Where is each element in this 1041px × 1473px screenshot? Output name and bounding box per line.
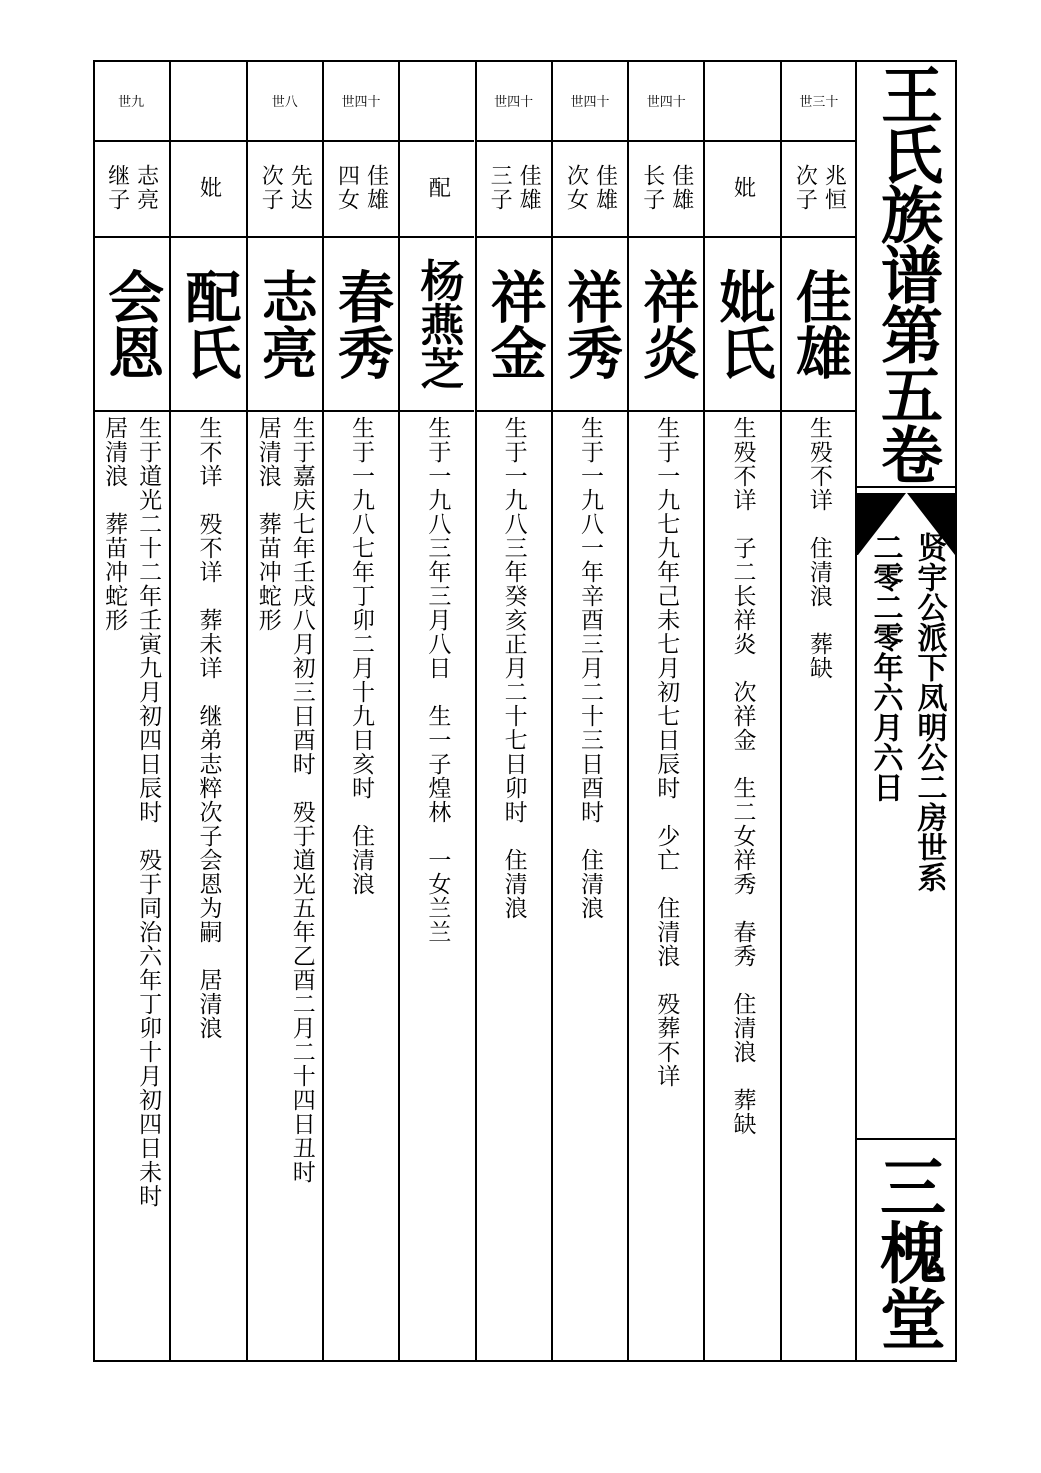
relation-text: 佳雄 — [668, 164, 694, 212]
book-title-text: 王氏族谱第五卷 — [870, 62, 944, 483]
relation-text: 三子 — [487, 164, 513, 212]
generation-cell: 世四十 — [477, 60, 551, 142]
generation-cell: 世九 — [93, 60, 169, 142]
relation-text: 四女 — [334, 164, 360, 212]
generation-cell: 世八 — [248, 60, 322, 142]
generation-cell: 世四十 — [324, 60, 398, 142]
relation-cell — [553, 140, 627, 238]
relation-cell — [477, 140, 551, 238]
biography-text: 生于一九八七年丁卯二月十九日亥时 住清浪 — [348, 416, 375, 896]
generation-cell — [171, 60, 245, 142]
relation-text: 次子 — [792, 164, 818, 212]
person-name: 佳雄 — [786, 268, 852, 380]
name-cell — [477, 238, 551, 412]
relation-text: 佳雄 — [516, 164, 542, 212]
biography-text: 生于道光二十二年壬寅九月初四日辰时 殁于同治六年丁卯十月初四日未时 — [135, 416, 162, 1208]
hall-divider — [856, 1138, 957, 1140]
biography-cell — [248, 416, 322, 1362]
person-column — [169, 60, 245, 1362]
biography-text: 居清浪 葬苗冲蛇形 — [254, 416, 281, 632]
date-text: 二零二零年六月六日 — [867, 532, 903, 802]
name-cell — [93, 238, 169, 412]
relation-text: 次子 — [258, 164, 284, 212]
biography-text: 居清浪 葬苗冲蛇形 — [101, 416, 128, 632]
person-column — [246, 60, 322, 1362]
biography-cell — [324, 416, 398, 1362]
biography-text: 生于一九七九年己未七月初七日辰时 少亡 住清浪 殁葬不详 — [653, 416, 680, 1088]
relation-cell — [705, 140, 779, 238]
biography-cell — [171, 416, 245, 1362]
relation-text: 佳雄 — [592, 164, 618, 212]
biography-text: 生于一九八三年三月八日 生一子煌林 一女兰兰 — [424, 416, 451, 944]
relation-text: 妣 — [730, 176, 756, 200]
biography-cell — [629, 416, 703, 1362]
genealogy-table — [93, 60, 856, 1362]
biography-cell — [705, 416, 779, 1362]
person-column — [475, 60, 551, 1362]
biography-text: 生于嘉庆七年壬戌八月初三日酉时 殁于道光五年乙酉二月二十四日丑时 — [288, 416, 315, 1184]
branch-text: 贤宇公派下凤明公二房世系 — [911, 532, 947, 892]
person-column — [93, 60, 169, 1362]
relation-cell — [248, 140, 322, 238]
biography-text: 生于一九八三年癸亥正月二十七日卯时 住清浪 — [500, 416, 527, 920]
person-name: 春秀 — [329, 268, 395, 380]
person-name: 会恩 — [99, 268, 165, 380]
relation-cell — [400, 140, 474, 238]
person-name: 祥炎 — [634, 268, 700, 380]
name-cell — [629, 238, 703, 412]
name-cell — [705, 238, 779, 412]
person-name: 杨燕芝 — [412, 258, 464, 390]
relation-cell — [324, 140, 398, 238]
relation-cell — [782, 140, 856, 238]
relation-cell — [93, 140, 169, 238]
branch-subtitle — [856, 532, 957, 1092]
person-column — [703, 60, 779, 1362]
biography-cell — [400, 416, 474, 1362]
name-cell — [248, 238, 322, 412]
person-name: 祥秀 — [557, 268, 623, 380]
biography-cell — [477, 416, 551, 1362]
name-cell — [400, 238, 474, 412]
person-column — [398, 60, 474, 1362]
generation-cell — [705, 60, 779, 142]
person-name: 志亮 — [252, 268, 318, 380]
relation-text: 先达 — [287, 164, 313, 212]
person-column — [551, 60, 627, 1362]
biography-text: 生殁不详 住清浪 葬缺 — [805, 416, 832, 680]
name-cell — [324, 238, 398, 412]
person-column — [322, 60, 398, 1362]
relation-text: 长子 — [639, 164, 665, 212]
hall-name — [856, 1142, 957, 1362]
person-name: 妣氏 — [710, 268, 776, 380]
generation-cell: 世四十 — [553, 60, 627, 142]
relation-text: 佳雄 — [363, 164, 389, 212]
relation-text: 兆恒 — [821, 164, 847, 212]
generation-cell — [400, 60, 474, 142]
biography-cell — [553, 416, 627, 1362]
biography-cell — [782, 416, 856, 1362]
relation-cell — [171, 140, 245, 238]
person-name: 祥金 — [481, 268, 547, 380]
relation-text: 继子 — [104, 164, 130, 212]
relation-text: 次女 — [563, 164, 589, 212]
name-cell — [553, 238, 627, 412]
title-panel — [856, 60, 957, 1362]
generation-cell: 世四十 — [629, 60, 703, 142]
name-cell — [171, 238, 245, 412]
hall-name-text: 三槐堂 — [868, 1153, 946, 1351]
generation-cell: 世三十 — [782, 60, 856, 142]
relation-text: 配 — [425, 176, 451, 200]
person-column — [780, 60, 856, 1362]
book-title — [856, 60, 957, 485]
relation-cell — [629, 140, 703, 238]
biography-text: 生于一九八一年辛酉三月二十三日酉时 住清浪 — [576, 416, 603, 920]
biography-text: 生殁不详 子二长祥炎 次祥金 生二女祥秀 春秀 住清浪 葬缺 — [729, 416, 756, 1136]
biography-text: 生不详 殁不详 葬未详 继弟志粹次子会恩为嗣 居清浪 — [195, 416, 222, 1040]
relation-text: 妣 — [196, 176, 222, 200]
relation-text: 志亮 — [133, 164, 159, 212]
person-column — [627, 60, 703, 1362]
person-name: 配氏 — [176, 268, 242, 380]
name-cell — [782, 238, 856, 412]
biography-cell — [93, 416, 169, 1362]
